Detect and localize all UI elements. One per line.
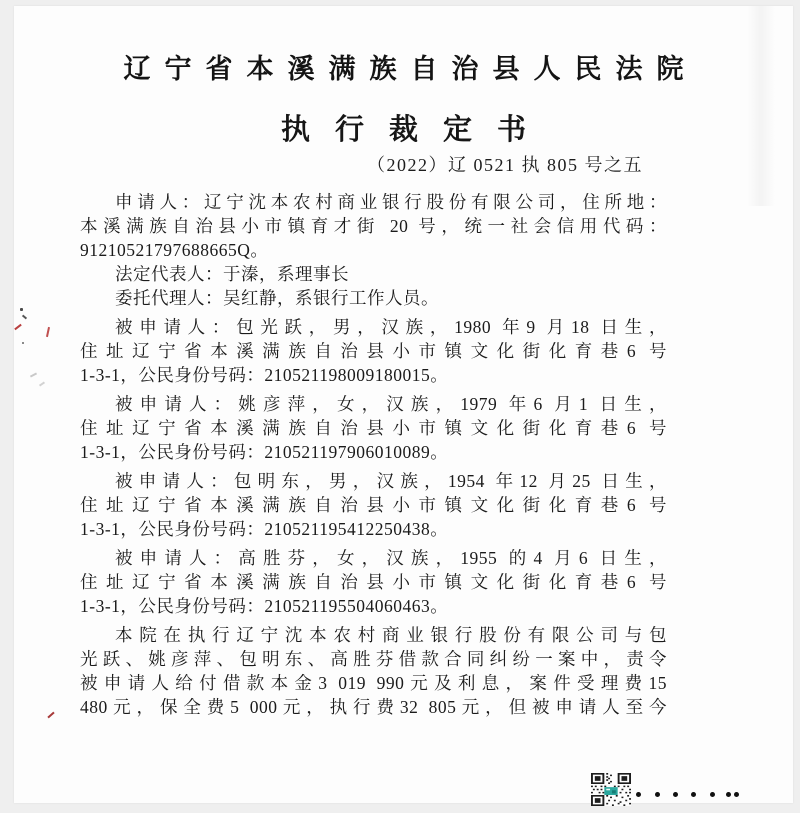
doc-line: 91210521797688665Q。 — [80, 240, 269, 260]
doc-line: 住址辽宁省本溪满族自治县小市镇文化街化育巷6 号 — [80, 341, 667, 361]
doc-line: 本溪满族自治县小市镇育才街 20 号，统一社会信用代码： — [80, 216, 667, 236]
document-title: 执行裁定书 — [280, 114, 551, 146]
doc-line: 委托代理人：吴红静，系银行工作人员。 — [115, 288, 439, 308]
qr-code — [591, 773, 631, 806]
paragraph-applicant — [80, 190, 667, 262]
doc-line: 住址辽宁省本溪满族自治县小市镇文化街化育巷6 号 — [80, 495, 667, 515]
doc-line: 被申请人：包明东，男，汉族，1954 年12 月25 日生， — [115, 471, 667, 491]
paragraph-legal-representative — [80, 262, 667, 286]
dot — [726, 792, 731, 797]
doc-line: 本院在执行辽宁沈本农村商业银行股份有限公司与包 — [115, 625, 667, 645]
red-ink-speck-artifact — [47, 712, 54, 719]
doc-line: 被申请人：姚彦萍，女，汉族，1979 年6 月1 日生， — [115, 394, 667, 414]
doc-line: 被申请人：高胜芬，女，汉族，1955 的4 月6 日生， — [115, 548, 667, 568]
dot — [734, 792, 739, 797]
dot — [655, 792, 660, 797]
ink-speck-artifact — [22, 315, 27, 320]
red-ink-speck-artifact — [14, 324, 22, 331]
ink-speck-artifact — [30, 372, 37, 377]
dot-row — [636, 792, 739, 797]
doc-line: 被申请人：包光跃，男，汉族，1980 年9 月18 日生， — [115, 317, 667, 337]
ink-speck-artifact — [39, 381, 45, 386]
paragraph-entrusted-agent — [80, 286, 667, 310]
doc-line: 1-3-1，公民身份号码：210521195412250438。 — [80, 519, 449, 539]
doc-line: 法定代表人：于溱，系理事长 — [115, 264, 349, 284]
paragraph-respondent-1 — [80, 315, 667, 387]
document-page — [14, 6, 793, 803]
paragraph-respondent-4 — [80, 546, 667, 618]
doc-line: 住址辽宁省本溪满族自治县小市镇文化街化育巷6 号 — [80, 572, 667, 592]
paragraph-respondent-3 — [80, 469, 667, 541]
paragraph-respondent-2 — [80, 392, 667, 464]
ink-speck-artifact — [20, 308, 23, 311]
doc-line: 1-3-1，公民身份号码：210521195504060463。 — [80, 596, 449, 616]
doc-line: 1-3-1，公民身份号码：210521197906010089。 — [80, 442, 449, 462]
doc-line: 光跃、姚彦萍、包明东、高胜芬借款合同纠纷一案中，责令 — [80, 649, 667, 669]
paragraph-case-summary — [80, 623, 667, 719]
dot — [673, 792, 678, 797]
court-name-title: 辽宁省本溪满族自治县人民法院 — [123, 54, 698, 84]
document-body — [80, 190, 667, 719]
dot — [636, 792, 641, 797]
doc-line: 被申请人给付借款本金3 019 990元及利息，案件受理费15 — [80, 673, 667, 693]
red-ink-speck-artifact — [46, 327, 50, 337]
dot — [710, 792, 715, 797]
dot — [691, 792, 696, 797]
doc-line: 住址辽宁省本溪满族自治县小市镇文化街化育巷6 号 — [80, 418, 667, 438]
ink-speck-artifact — [22, 342, 24, 344]
doc-line: 申请人：辽宁沈本农村商业银行股份有限公司，住所地： — [115, 192, 667, 212]
doc-line: 480元，保全费5 000元，执行费32 805元，但被申请人至今 — [80, 697, 667, 717]
case-number: （2022）辽 0521 执 805 号之五 — [367, 155, 643, 175]
doc-line: 1-3-1，公民身份号码：210521198009180015。 — [80, 365, 449, 385]
